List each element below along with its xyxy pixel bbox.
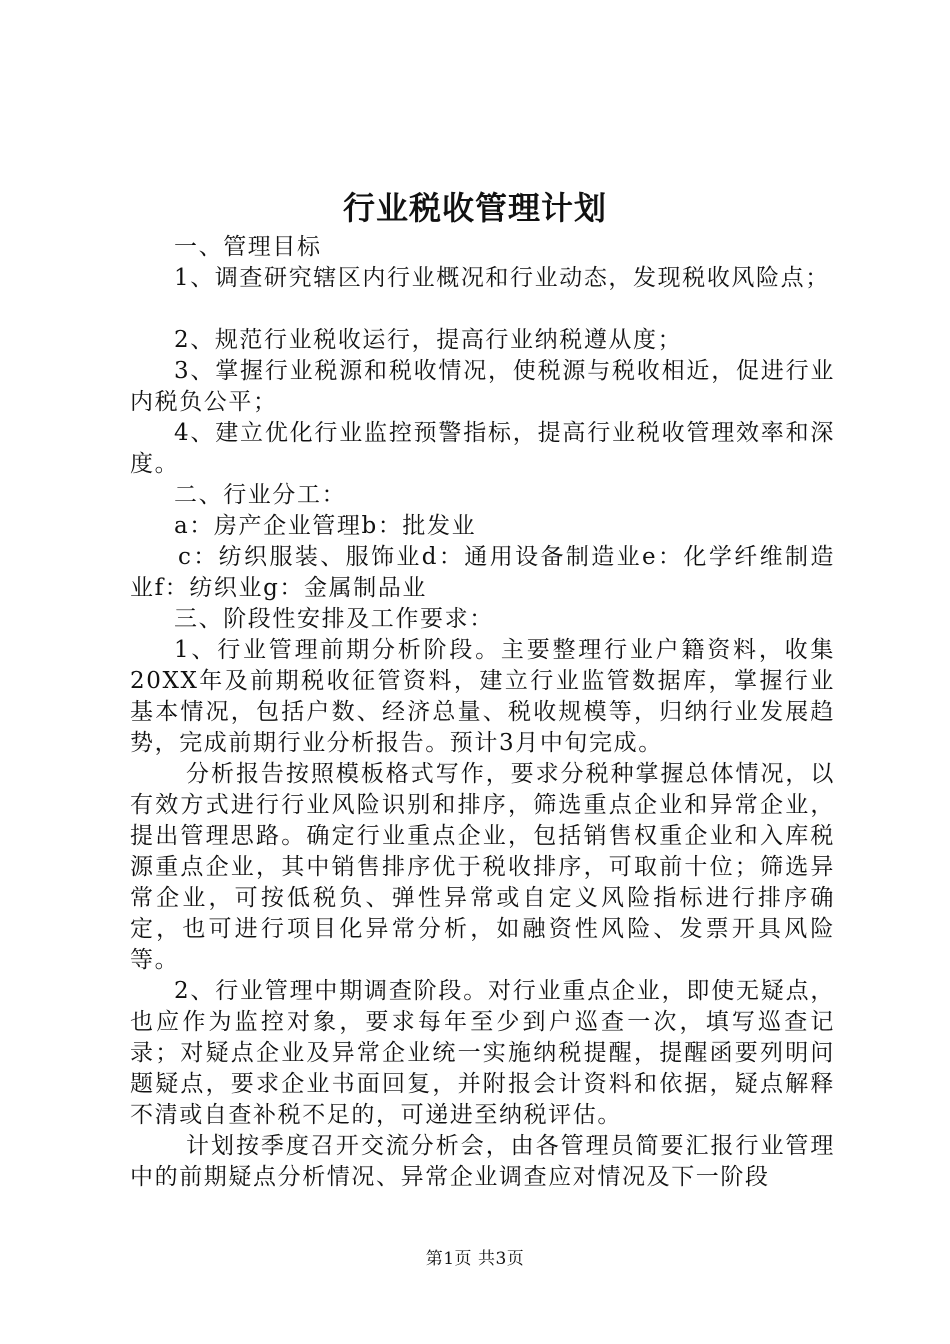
document-title: 行业税收管理计划 — [342, 189, 607, 227]
paragraph: 计划按季度召开交流分析会，由各管理员简要汇报行业管理中的前期疑点分析情况、异常企业调查应对情况及下一阶段 — [130, 1133, 835, 1190]
paragraph: c：纺织服装、服饰业d：通用设备制造业e：化学纤维制造业f：纺织业g：金属制品业 — [130, 544, 835, 601]
paragraph: 1、调查研究辖区内行业概况和行业动态，发现税收风险点； — [174, 265, 830, 291]
blank-line — [130, 294, 835, 325]
document-body — [130, 232, 835, 1193]
paragraph: 4、建立优化行业监控预警指标，提高行业税收管理效率和深度。 — [130, 420, 835, 477]
section-heading: 一、管理目标 — [174, 234, 322, 260]
paragraph: a：房产企业管理b：批发业 — [174, 513, 477, 539]
section-heading: 三、阶段性安排及工作要求： — [174, 606, 494, 632]
paragraph: 3、掌握行业税源和税收情况，使税源与税收相近，促进行业内税负公平； — [130, 358, 835, 415]
paragraph: 2、规范行业税收运行，提高行业纳税遵从度； — [174, 327, 683, 353]
paragraph: 分析报告按照模板格式写作，要求分税种掌握总体情况，以有效方式进行行业风险识别和排序，筛选重点企业和异常企业，提出管理思路。确定行业重点企业，包括销售权重企业和入库税源重点企业，其中销售排序优于税收排序，可取前十位；筛选异常企业，可按低税负、弹性异常或自定义风险指标进行排序确定，也可进行项目化异常分析，如融资性风险、发票开具风险等。 — [130, 761, 835, 973]
page-number: 第1页 共3页 — [425, 1249, 525, 1269]
paragraph: 1、行业管理前期分析阶段。主要整理行业户籍资料，收集20XX年及前期税收征管资料，建立行业监管数据库，掌握行业基本情况，包括户数、经济总量、税收规模等，归纳行业发展趋势，完成前期行业分析报告。预计3月中旬完成。 — [130, 637, 835, 756]
paragraph: 2、行业管理中期调查阶段。对行业重点企业，即使无疑点，也应作为监控对象，要求每年至少到户巡查一次，填写巡查记录；对疑点企业及异常企业统一实施纳税提醒，提醒函要列明问题疑点，要求企业书面回复，并附报会计资料和依据，疑点解释不清或自查补税不足的，可递进至纳税评估。 — [130, 978, 835, 1128]
section-heading: 二、行业分工： — [174, 482, 347, 508]
